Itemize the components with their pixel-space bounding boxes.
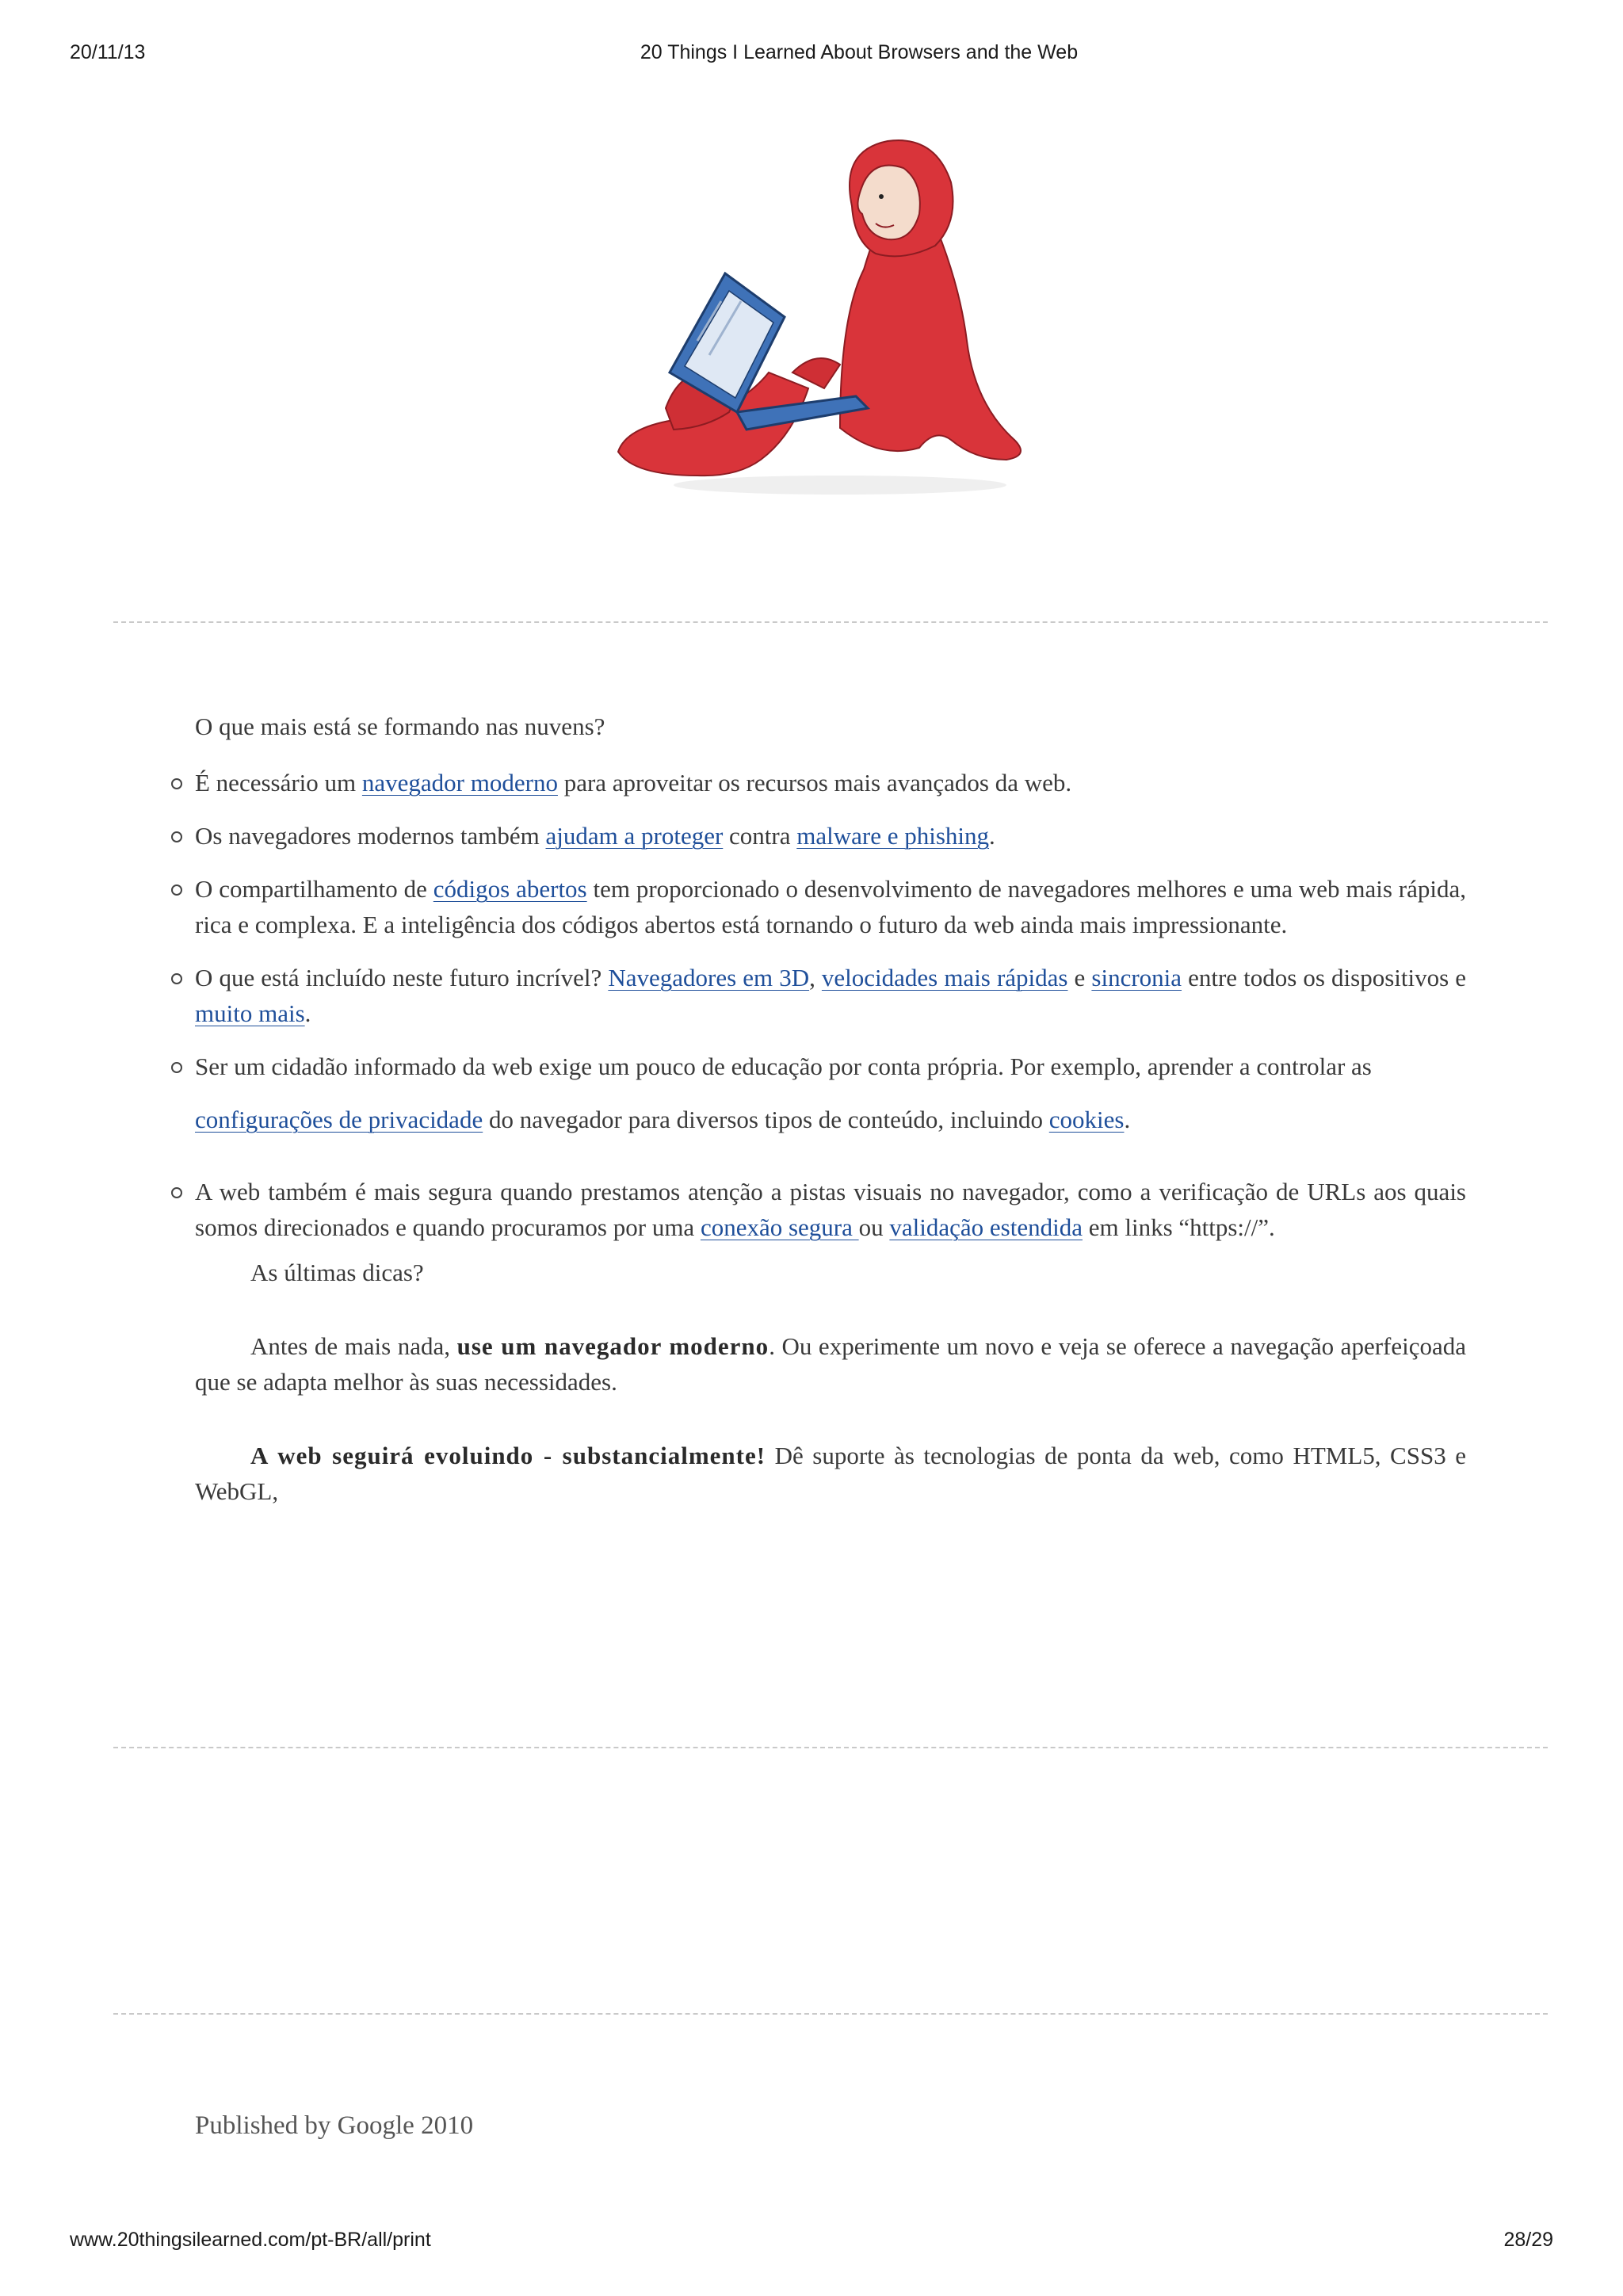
- text: .: [304, 999, 311, 1027]
- text: . Ou experimente um novo e veja se oferece a navegação aperfeiçoada que se adapta melhor às suas necessidades.: [195, 1332, 1466, 1396]
- text: Os navegadores modernos também: [195, 822, 546, 850]
- footer-page-number: 28/29: [1503, 2229, 1553, 2251]
- link-codigos-abertos[interactable]: códigos abertos: [433, 875, 587, 903]
- list-item: [195, 1049, 1466, 1137]
- text: ou: [858, 1213, 890, 1241]
- text: .: [989, 822, 995, 850]
- list-item: [195, 871, 1466, 942]
- link-conexao-segura[interactable]: conexão segura: [700, 1213, 859, 1241]
- text: contra: [723, 822, 797, 850]
- footer-url: www.20thingsilearned.com/pt-BR/all/print: [70, 2229, 431, 2251]
- bullet-list: [195, 765, 1466, 1245]
- text: em links “https://”.: [1082, 1213, 1275, 1241]
- text: Dê suporte às tecnologias de ponta da web, como HTML5, CSS3 e WebGL,: [195, 1442, 1467, 1505]
- divider-bottom: [113, 2013, 1548, 2015]
- bold-text: A web seguirá evoluindo - substancialmente!: [250, 1442, 766, 1469]
- text: entre todos os dispositivos e: [1182, 964, 1466, 991]
- divider-top: [113, 621, 1548, 623]
- article-body: [195, 709, 1466, 1509]
- text: Antes de mais nada,: [250, 1332, 457, 1360]
- header-page-title: 20 Things I Learned About Browsers and the Web: [640, 41, 1079, 63]
- text: tem proporcionado o desenvolvimento de navegadores melhores e uma web mais rápida, rica e complexa. E a inteligência dos códigos abertos está tornando o futuro da web ainda mais impressionante.: [195, 875, 1466, 938]
- list-item: [195, 1174, 1466, 1245]
- tips-heading: As últimas dicas?: [250, 1259, 424, 1286]
- header-date: 20/11/13: [70, 41, 146, 63]
- link-ajudam-a-proteger[interactable]: ajudam a proteger: [545, 822, 724, 850]
- published-credit: Published by Google 2010: [195, 2111, 474, 2140]
- section-intro: O que mais está se formando nas nuvens?: [195, 712, 605, 740]
- link-navegador-moderno[interactable]: navegador moderno: [361, 769, 558, 797]
- link-muito-mais[interactable]: muito mais: [195, 999, 305, 1027]
- tips-paragraph-2: [195, 1438, 1466, 1509]
- link-configuracoes-de-privacidade[interactable]: configurações de privacidade: [195, 1106, 483, 1133]
- bold-text: use um navegador moderno: [456, 1332, 769, 1360]
- red-hooded-figure-with-laptop-icon: [602, 135, 1062, 499]
- text: e: [1067, 964, 1092, 991]
- text: O compartilhamento de: [195, 875, 433, 903]
- link-navegadores-em-3d[interactable]: Navegadores em 3D: [608, 964, 810, 991]
- text: A web também é mais segura quando prestamos atenção a pistas visuais no navegador, como a verificação de URLs aos quais somos direcionados e quando procuramos por uma: [195, 1178, 1466, 1241]
- link-cookies[interactable]: cookies: [1048, 1106, 1125, 1133]
- link-validacao-estendida[interactable]: validação estendida: [889, 1213, 1083, 1241]
- text: para aproveitar os recursos mais avançados da web.: [557, 769, 1072, 797]
- link-malware-e-phishing[interactable]: malware e phishing: [796, 822, 990, 850]
- text: Ser um cidadão informado da web exige um pouco de educação por conta própria. Por exemplo, aprender a controlar as: [195, 1052, 1372, 1080]
- text: .: [1124, 1106, 1131, 1133]
- text: O que está incluído neste futuro incrível?: [195, 964, 609, 991]
- list-item: [195, 960, 1466, 1031]
- list-item: [195, 818, 1466, 854]
- link-velocidades-mais-rapidas[interactable]: velocidades mais rápidas: [821, 964, 1068, 991]
- text: do navegador para diversos tipos de conteúdo, incluindo: [483, 1106, 1049, 1133]
- list-item: [195, 765, 1466, 800]
- text: É necessário um: [195, 769, 362, 797]
- text: ,: [809, 964, 822, 991]
- list-item-continuation: [195, 1102, 1466, 1137]
- link-sincronia[interactable]: sincronia: [1091, 964, 1182, 991]
- divider-middle: [113, 1747, 1548, 1748]
- tips-paragraph-1: [195, 1328, 1466, 1400]
